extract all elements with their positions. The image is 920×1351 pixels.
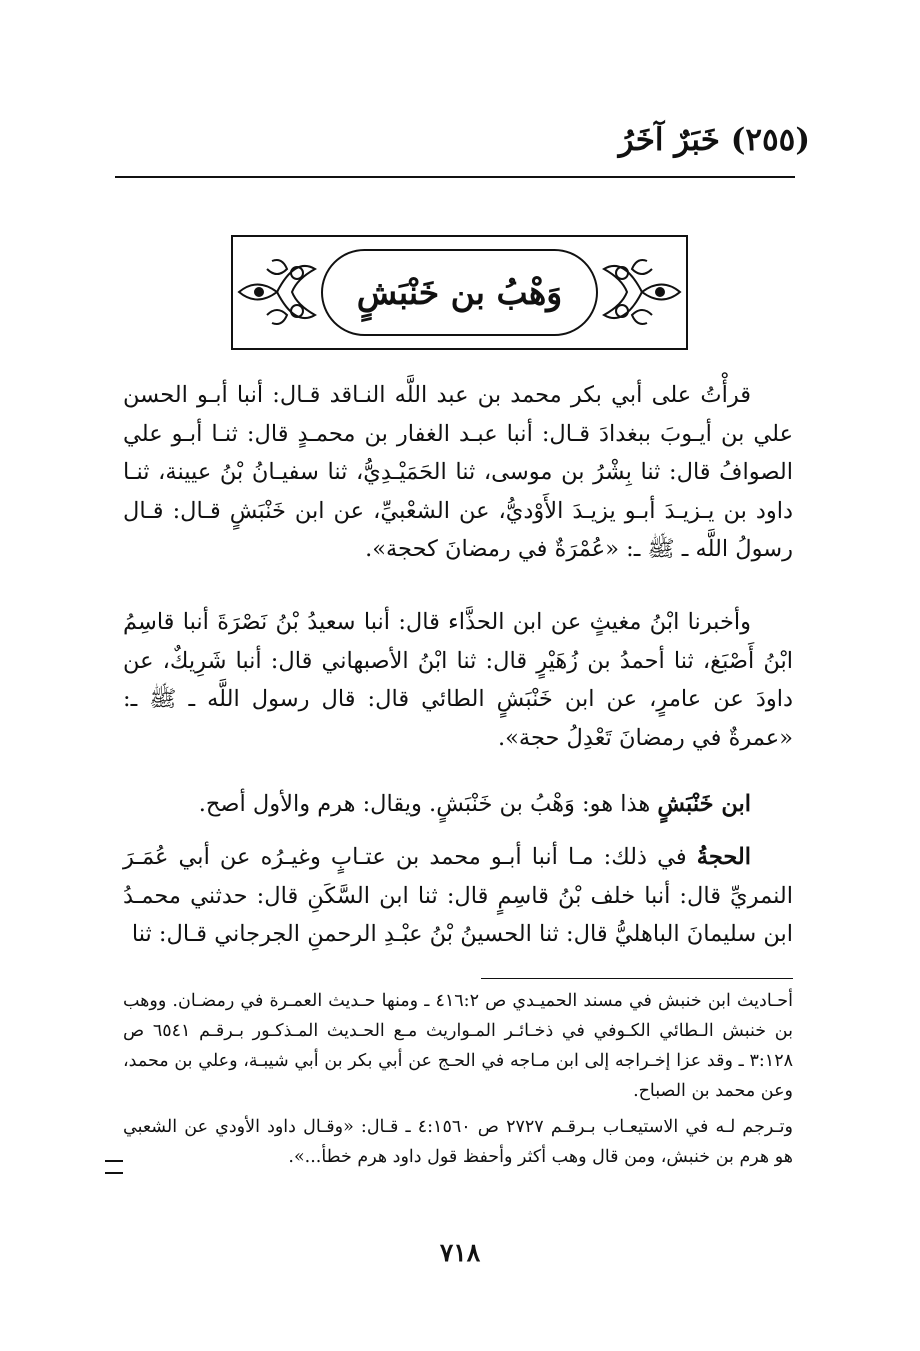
paragraph-text: وأخبرنا ابْنُ مغيثٍ عن ابن الحذَّاء قال: أنبا سعيدُ بْنُ نَصْرَةَ أنبا قاسِمُ ابْنُ أَصْبَغ، ثنا أحمدُ بن زُهَيْرٍ قال: ثنا ابْنُ الأصبهاني قال: أنبا شَرِيكٌ، عن داودَ عن عامرٍ، عن ابن خَنْبَشٍ الطائي قال: قال رسول اللَّه ـ ﷺ ـ: «عمرةٌ في رمضانَ تَعْدِلُ حجة». <box>123 609 793 751</box>
arabesque-ornament-icon <box>237 249 317 336</box>
header-rule <box>115 176 795 178</box>
paragraph-lead: الحجةُ <box>696 844 751 870</box>
page-number: ٧١٨ <box>439 1238 481 1267</box>
paragraph-text: هذا هو: وَهْبُ بن خَنْبَشٍ. ويقال: هرم والأول أصح. <box>198 791 658 817</box>
body-paragraph <box>123 838 793 954</box>
body-paragraph <box>123 376 793 569</box>
body-paragraph <box>123 785 793 824</box>
footnotes <box>123 986 793 1172</box>
paragraph-lead: ابن خَنْبَشٍ <box>657 791 751 817</box>
paragraph-text: قرأْتُ على أبي بكر محمد بن عبد اللَّه النـاقد قـال: أنبا أبـو الحسن علي بن أيـوبَ ببغدادَ قـال: أنبا عبـد الغفار بن محمـدٍ قال: ثنـا أبـو علي الصوافُ قال: ثنا بِشْرُ بن موسى، ثنا الحَمَيْـدِيُّ، ثنا سفيـانُ بْنُ عيينة، ثنـا داود بن يـزيـدَ أبـو يزيـدَ الأَوْديُّ، عن الشعْبيِّ، عن ابن خَنْبَشٍ قـال: قـال رسولُ اللَّه ـ ﷺ ـ: «عُمْرَةٌ في رمضانَ كحجة». <box>123 382 793 562</box>
footnote-separator <box>481 978 793 979</box>
entry-title: وَهْبُ بن خَنْبَشٍ <box>356 273 563 312</box>
continuation-mark-icon <box>105 1160 123 1174</box>
paragraph <box>123 838 793 954</box>
chapter-heading: (٢٥٥) خَبَرٌ آخَرُ <box>618 122 810 158</box>
footnote-text: وتـرجم لـه في الاستيعـاب بـرقـم ٢٧٢٧ ص ٤:١٥٦٠ ـ قـال: «وقـال داود الأودي عن الشعبي هو هرم بن خنبش، ومن قال وهب أكثر وأحفظ قول داود هرم خطأ...». <box>123 1117 793 1167</box>
body-paragraph <box>123 603 793 757</box>
footnote-text: أحـاديث ابن خنبش في مسند الحميـدي ص ٤١٦:٢ ـ ومنها حـديث العمـرة في رمضـان. ووهب بن خنبش الـطائي الكـوفي في ذخـائـر المـواريث مـع الحـديث المـذكـور بـرقـم ٦٥٤١ ص ٣:١٢٨ ـ وقد عزا إخـراجه إلى ابن مـاجه في الحـج عن أبي بكر بن أبي شيبـة، وعلي بن محمد، وعن محمد بن الصباح. <box>123 991 793 1101</box>
entry-title-cartouche <box>321 249 598 336</box>
entry-title-frame <box>231 235 688 350</box>
arabesque-ornament-icon <box>602 249 682 336</box>
paragraph-text: في ذلك: مـا أنبا أبـو محمد بن عتـابٍ وغيـرُه عن أبي عُمَـرَ النمريِّ قال: أنبا خلف بْنُ قاسِمٍ قال: ثنا ابن السَّكَنِ قال: حدثني محمـدُ ابن سليمانَ الباهليُّ قال: ثنا الحسينُ بْنُ عبْـدِ الرحمنِ الجرجاني قـال: ثنا <box>123 844 793 947</box>
paragraph <box>123 785 793 824</box>
